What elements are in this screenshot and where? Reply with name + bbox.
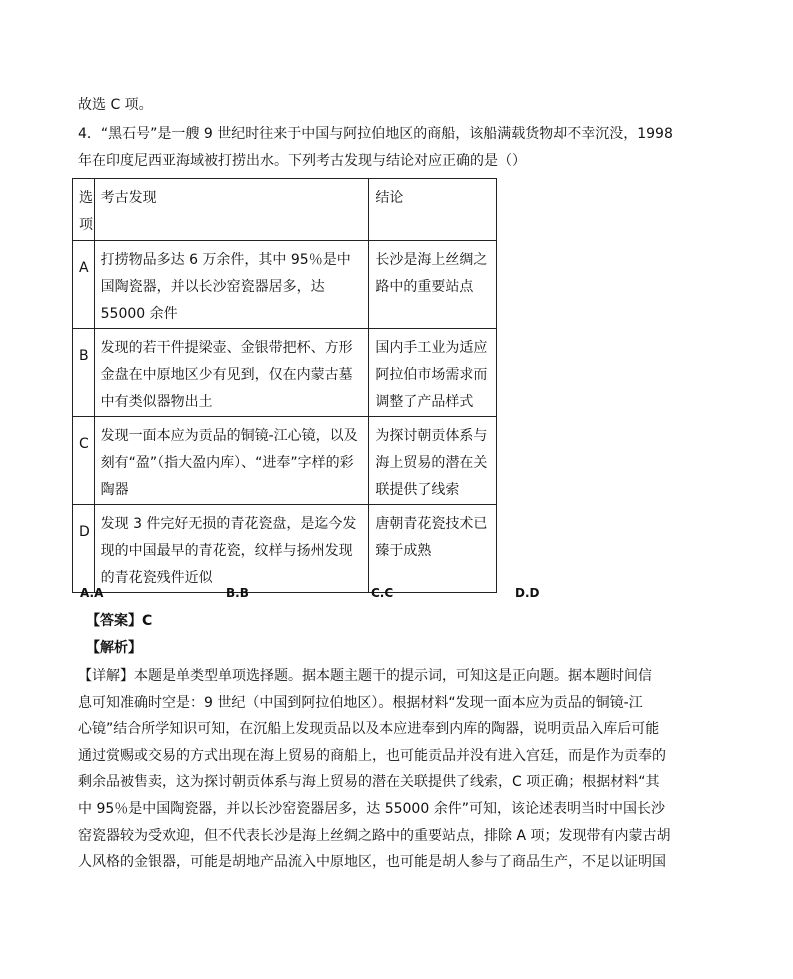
table-row bbox=[73, 417, 497, 505]
analysis-line: 通过赏赐或交易的方式出现在海上贸易的商船上，也可能贡品并没有进入宫廷，而是作为贡奉的 bbox=[78, 747, 666, 764]
row-option: A bbox=[73, 241, 95, 329]
row-finding: 打捞物品多达 6 万余件，其中 95％是中国陶瓷器，并以长沙窑瓷器居多，达 55000 余件 bbox=[94, 241, 369, 329]
findings-table bbox=[72, 178, 497, 593]
analysis-line: 【详解】本题是单类型单项选择题。据本题主题干的提示词，可知这是正向题。据本题时间信 bbox=[78, 668, 652, 684]
row-conclusion: 国内手工业为适应阿拉伯市场需求而调整了产品样式 bbox=[369, 329, 497, 417]
row-option: C bbox=[73, 417, 95, 505]
row-conclusion: 长沙是海上丝绸之路中的重要站点 bbox=[369, 241, 497, 329]
row-conclusion: 为探讨朝贡体系与海上贸易的潜在关联提供了线索 bbox=[369, 417, 497, 505]
table-row bbox=[73, 241, 497, 329]
analysis-line: 剩余品被售卖，这为探讨朝贡体系与海上贸易的潜在关联提供了线索，C 项正确；根据材料“其 bbox=[78, 774, 660, 791]
previous-answer-line: 故选 C 项。 bbox=[78, 97, 153, 113]
analysis-line: 人风格的金银器，可能是胡地产品流入中原地区，也可能是胡人参与了商品生产，不足以证明国 bbox=[78, 854, 666, 871]
analysis-label: 【解析】 bbox=[86, 640, 142, 656]
table-header-row bbox=[73, 179, 497, 241]
question-line-2: 年在印度尼西亚海域被打捞出水。下列考古发现与结论对应正确的是（） bbox=[78, 153, 526, 169]
analysis-paragraph bbox=[78, 663, 671, 876]
header-option: 选项 bbox=[73, 179, 95, 241]
row-option: B bbox=[73, 329, 95, 417]
header-conclusion: 结论 bbox=[369, 179, 497, 241]
header-finding: 考古发现 bbox=[94, 179, 369, 241]
table-row bbox=[73, 329, 497, 417]
choice-a: A.A bbox=[80, 586, 104, 600]
analysis-line: 息可知准确时空是：9 世纪（中国到阿拉伯地区）。根据材料“发现一面本应为贡品的铜镜-江 bbox=[78, 694, 643, 711]
row-option: D bbox=[73, 505, 95, 593]
analysis-line: 心镜”结合所学知识可知，在沉船上发现贡品以及本应进奉到内库的陶器，说明贡品入库后可能 bbox=[78, 721, 660, 738]
choice-c: C.C bbox=[371, 586, 394, 600]
analysis-line: 中 95％是中国陶瓷器，并以长沙窑瓷器居多，达 55000 余件”可知，该论述表明当时中国长沙 bbox=[78, 800, 665, 817]
row-conclusion: 唐朝青花瓷技术已臻于成熟 bbox=[369, 505, 497, 593]
row-finding: 发现 3 件完好无损的青花瓷盘，是迄今发现的中国最早的青花瓷，纹样与扬州发现的青花瓷残件近似 bbox=[94, 505, 369, 593]
row-finding: 发现一面本应为贡品的铜镜-江心镜，以及刻有“盈”（指大盈内库）、“进奉”字样的彩陶器 bbox=[94, 417, 369, 505]
row-finding: 发现的若干件提梁壶、金银带把杯、方形金盘在中原地区少有见到，仅在内蒙古墓中有类似器物出土 bbox=[94, 329, 369, 417]
choice-b: B.B bbox=[226, 586, 249, 600]
question-line-1: 4．“黑石号”是一艘 9 世纪时往来于中国与阿拉伯地区的商船，该船满载货物却不幸沉没，1998 bbox=[78, 126, 673, 142]
analysis-line: 窑瓷器较为受欢迎，但不代表长沙是海上丝绸之路中的重要站点，排除 A 项；发现带有内蒙古胡 bbox=[78, 827, 671, 844]
answer-label: 【答案】C bbox=[86, 613, 153, 629]
table-row bbox=[73, 505, 497, 593]
choice-d: D.D bbox=[515, 586, 540, 600]
